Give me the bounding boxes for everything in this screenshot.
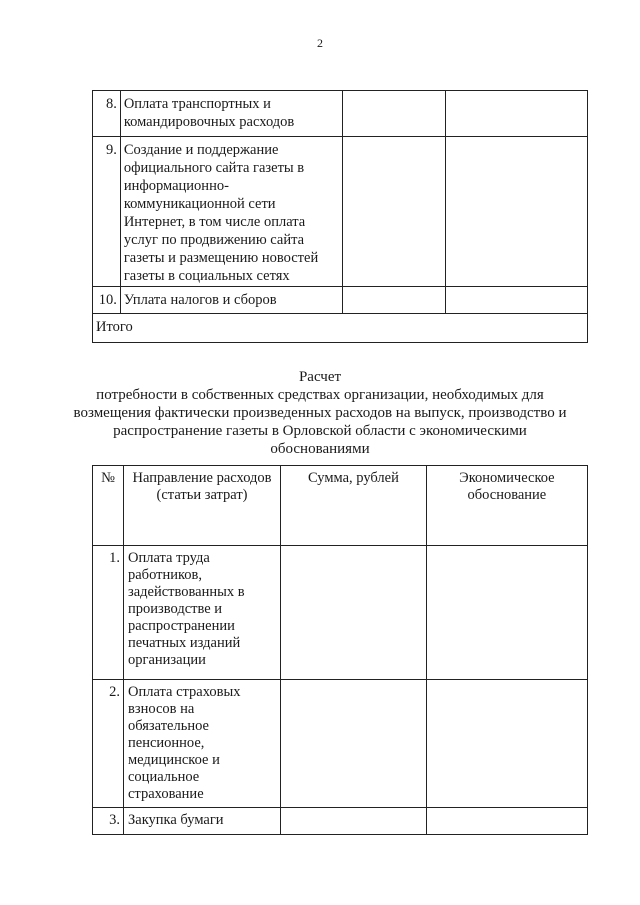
text-line: информационно- bbox=[123, 178, 229, 194]
text-line: медицинское и bbox=[128, 752, 220, 768]
sum-cell bbox=[343, 137, 446, 287]
text-line: Оплата труда bbox=[128, 550, 210, 566]
econ-cell bbox=[426, 680, 587, 808]
econ-cell bbox=[446, 287, 588, 314]
title-line: возмещения фактически произведенных расходов на выпуск, производство и bbox=[73, 405, 567, 421]
text-line: работников, bbox=[128, 567, 203, 583]
row-direction bbox=[124, 680, 281, 808]
table-row bbox=[93, 546, 588, 680]
header-line: Направление расходов bbox=[132, 470, 272, 486]
text-line: задействованных в bbox=[128, 584, 245, 600]
sum-cell bbox=[281, 546, 427, 680]
header-direction bbox=[124, 466, 281, 546]
title-line: Расчет bbox=[298, 369, 342, 385]
text-line: взносов на bbox=[128, 701, 195, 717]
text-line: Закупка бумаги bbox=[128, 812, 224, 828]
text-line: Создание и поддержание bbox=[123, 142, 279, 158]
text-line: распространении bbox=[128, 618, 235, 634]
table-row bbox=[93, 137, 588, 287]
text-line: Оплата страховых bbox=[128, 684, 241, 700]
text-line: обязательное bbox=[128, 718, 209, 734]
header-row bbox=[93, 466, 588, 546]
row-direction bbox=[120, 287, 342, 314]
title-line: потребности в собственных средствах организации, необходимых для bbox=[96, 387, 544, 403]
text-line: газеты и размещению новостей bbox=[123, 250, 319, 266]
header-num: № bbox=[93, 466, 124, 546]
text-line: коммуникационной сети bbox=[123, 196, 276, 212]
table-row bbox=[93, 287, 588, 314]
text-line: страхование bbox=[128, 786, 204, 802]
text-line: печатных изданий bbox=[128, 635, 241, 651]
text-line: производстве и bbox=[128, 601, 223, 617]
title-line: распространение газеты в Орловской области с экономическими bbox=[113, 423, 527, 439]
text-line: Уплата налогов и сборов bbox=[123, 292, 277, 308]
econ-cell bbox=[446, 137, 588, 287]
title-line: обоснованиями bbox=[270, 441, 370, 457]
row-direction bbox=[120, 91, 342, 137]
row-number: 2. bbox=[93, 680, 124, 808]
page-number: 2 bbox=[317, 36, 323, 50]
sum-cell bbox=[343, 287, 446, 314]
table-row bbox=[93, 808, 588, 835]
row-direction bbox=[120, 137, 342, 287]
text-line: газеты в социальных сетях bbox=[123, 268, 290, 284]
header-line: (статьи затрат) bbox=[156, 487, 248, 503]
row-number: 8. bbox=[93, 91, 121, 137]
expenses-calculation-table bbox=[92, 465, 588, 835]
header-econ bbox=[426, 466, 587, 546]
section-title bbox=[0, 368, 640, 458]
text-line: услуг по продвижению сайта bbox=[123, 232, 305, 248]
expenses-table-continued bbox=[92, 90, 588, 343]
text-line: командировочных расходов bbox=[123, 114, 295, 130]
row-direction bbox=[124, 546, 281, 680]
text-line: организации bbox=[128, 652, 206, 668]
text-line: пенсионное, bbox=[128, 735, 205, 751]
row-number: 3. bbox=[93, 808, 124, 835]
econ-cell bbox=[446, 91, 588, 137]
sum-cell bbox=[281, 808, 427, 835]
econ-cell bbox=[426, 808, 587, 835]
header-line: обоснование bbox=[467, 487, 547, 503]
row-direction bbox=[124, 808, 281, 835]
total-row bbox=[93, 314, 588, 343]
row-number: 10. bbox=[93, 287, 121, 314]
header-line: Экономическое bbox=[459, 470, 555, 486]
header-sum: Сумма, рублей bbox=[281, 466, 427, 546]
sum-cell bbox=[343, 91, 446, 137]
table-row bbox=[93, 91, 588, 137]
text-line: социальное bbox=[128, 769, 200, 785]
text-line: официального сайта газеты в bbox=[123, 160, 305, 176]
text-line: Интернет, в том числе оплата bbox=[123, 214, 306, 230]
row-number: 9. bbox=[93, 137, 121, 287]
total-label: Итого bbox=[93, 314, 588, 343]
table-row bbox=[93, 680, 588, 808]
row-number: 1. bbox=[93, 546, 124, 680]
sum-cell bbox=[281, 680, 427, 808]
econ-cell bbox=[426, 546, 587, 680]
text-line: Оплата транспортных и bbox=[123, 96, 271, 112]
